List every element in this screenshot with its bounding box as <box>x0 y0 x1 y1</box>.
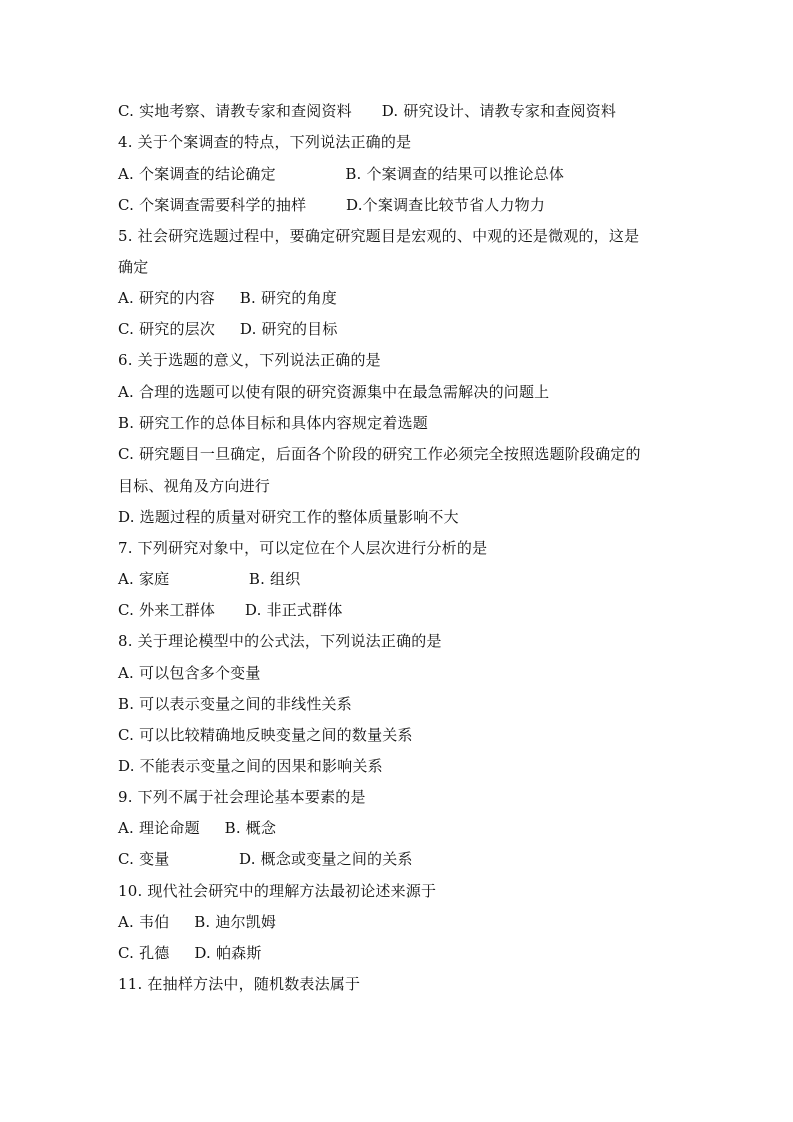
option-line: A. 研究的内容 B. 研究的角度 <box>118 289 337 307</box>
question-5: 5. 社会研究选题过程中，要确定研究题目是宏观的、中观的还是微观的，这是 <box>118 227 640 245</box>
option-line: C. 孔德 D. 帕森斯 <box>118 944 262 962</box>
option-line: B. 研究工作的总体目标和具体内容规定着选题 <box>118 414 428 432</box>
question-10: 10. 现代社会研究中的理解方法最初论述来源于 <box>118 882 437 900</box>
question-8: 8. 关于理论模型中的公式法，下列说法正确的是 <box>118 632 442 650</box>
question-9: 9. 下列不属于社会理论基本要素的是 <box>118 788 366 806</box>
option-line: B. 可以表示变量之间的非线性关系 <box>118 695 352 713</box>
option-line: A. 个案调查的结论确定 B. 个案调查的结果可以推论总体 <box>118 165 565 183</box>
option-line-continued: 目标、视角及方向进行 <box>118 477 271 495</box>
question-4: 4. 关于个案调查的特点，下列说法正确的是 <box>118 133 412 151</box>
option-line: D. 选题过程的质量对研究工作的整体质量影响不大 <box>118 508 459 526</box>
question-6: 6. 关于选题的意义，下列说法正确的是 <box>118 351 381 369</box>
question-7: 7. 下列研究对象中，可以定位在个人层次进行分析的是 <box>118 539 488 557</box>
option-line: C. 外来工群体 D. 非正式群体 <box>118 601 343 619</box>
option-line: A. 家庭 B. 组织 <box>118 570 301 588</box>
option-line: D. 不能表示变量之间的因果和影响关系 <box>118 757 383 775</box>
option-line: A. 理论命题 B. 概念 <box>118 819 277 837</box>
option-line: C. 可以比较精确地反映变量之间的数量关系 <box>118 726 413 744</box>
question-11: 11. 在抽样方法中，随机数表法属于 <box>118 975 361 993</box>
option-line: C. 个案调查需要科学的抽样 D.个案调查比较节省人力物力 <box>118 196 546 214</box>
option-line: A. 可以包含多个变量 <box>118 664 261 682</box>
option-line: A. 合理的选题可以使有限的研究资源集中在最急需解决的问题上 <box>118 383 550 401</box>
option-line: C. 研究题目一旦确定，后面各个阶段的研究工作必须完全按照选题阶段确定的 <box>118 445 641 463</box>
option-line: A. 韦伯 B. 迪尔凯姆 <box>118 913 277 931</box>
option-line: C. 研究的层次 D. 研究的目标 <box>118 320 338 338</box>
option-line: C. 实地考察、请教专家和查阅资料 D. 研究设计、请教专家和查阅资料 <box>118 102 617 120</box>
option-line: C. 变量 D. 概念或变量之间的关系 <box>118 850 413 868</box>
question-5-continued: 确定 <box>118 258 149 276</box>
